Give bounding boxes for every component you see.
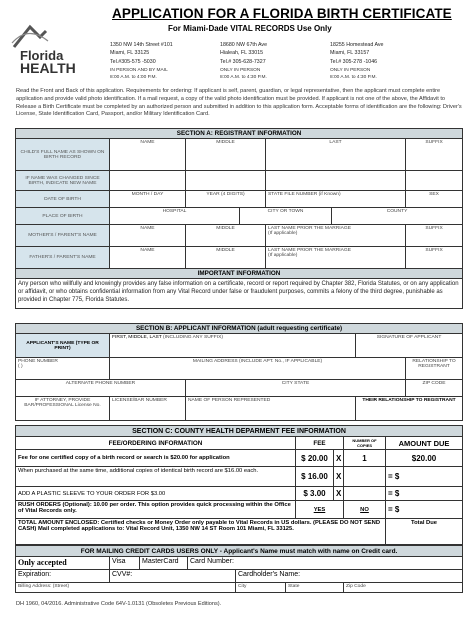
cardholder-name-field[interactable] (236, 570, 463, 583)
relationship-field[interactable] (406, 358, 463, 380)
cvv-field[interactable] (110, 570, 236, 583)
billing-state-field[interactable] (286, 583, 344, 593)
registrant-last-name-field[interactable] (266, 139, 406, 171)
office-city: Miami, FL 33157 (330, 49, 370, 56)
section-c-table (15, 425, 463, 545)
office-address: 18680 NW 67th Ave (220, 42, 268, 48)
fee-row-amount[interactable]: = $ (386, 487, 463, 501)
dob-label: DATE OF BIRTH (16, 191, 110, 208)
col-label: MAILING ADDRESS (INCLUDE APT. No., IF APPLICABLE) (192, 359, 323, 364)
mastercard-option[interactable]: MasterCard (140, 557, 188, 570)
state-file-number-field[interactable] (266, 191, 406, 208)
office-1 (110, 42, 220, 82)
instructions: Read the Front and Back of this application. Requirements for ordering: If applicant is self, parent, guardian, or legal representative, then the applicant must complete entire application and provide valid photo identification. If a mail request, a copy of the valid photo identification must be provided. If applicant is not one of the above, the Affidavit to Release a Birth Certificate must be completed by an authorized person and submitted in addition to this application form. Acceptable forms of identification are the following: Driver's License, State Identification Card, Passport, and/or Military Identification Card. (16, 88, 462, 118)
col-label: NAME (140, 140, 155, 145)
mother-name-label: MOTHER'S / PARENT'S NAME (16, 225, 110, 247)
visa-option[interactable]: Visa (110, 557, 140, 570)
office-3 (330, 42, 440, 82)
cardholder-label: Cardholder's Name: (238, 571, 301, 578)
registrant-middle-name-field[interactable] (186, 139, 266, 171)
billing-city-field[interactable] (236, 583, 286, 593)
changed-middle-field[interactable] (186, 171, 266, 191)
rush-amount[interactable]: = $ (386, 501, 463, 519)
person-represented-field[interactable] (186, 397, 356, 421)
full-name-label: CHILD'S FULL NAME AS SHOWN ON BIRTH RECORD (16, 139, 110, 171)
florida-health-logo (10, 23, 50, 49)
office-phone: Tel.#305-575 -5030 (110, 59, 156, 66)
fee-col-header: FEE (296, 437, 344, 450)
form-footer: DH 1960, 04/2016. Administrative Code 64V-1.0131 (Obsoletes Previous Editions). (16, 601, 222, 607)
city-label: City (238, 584, 247, 589)
col-label: PHONE NUMBER (18, 359, 58, 364)
applicant-name-field[interactable] (110, 334, 356, 358)
city-state-field[interactable] (186, 380, 406, 397)
fee-row-fee: $ 16.00 (296, 467, 334, 487)
col-label: HOSPITAL (162, 209, 187, 214)
fee-row-desc: ADD A PLASTIC SLEEVE TO YOUR ORDER FOR $3.00 (16, 487, 296, 501)
father-name-label: FATHER'S / PARENT'S NAME (16, 247, 110, 269)
section-a-table (15, 128, 463, 309)
dob-year-field[interactable] (186, 191, 266, 208)
office-hours: 8:00 A.M. to 4:30 P.M. (220, 75, 267, 81)
fee-row-copies[interactable] (344, 467, 386, 487)
mother-last-field[interactable] (266, 225, 406, 247)
col-label-note: (If applicable) (268, 231, 298, 236)
applicant-name-label: APPLICANT'S NAME (TYPE OR PRINT) (16, 334, 110, 358)
sex-field[interactable] (406, 191, 463, 208)
registrant-suffix-field[interactable] (406, 139, 463, 171)
col-label: ZIP CODE (422, 381, 446, 386)
mother-first-field[interactable] (110, 225, 186, 247)
billing-street-field[interactable] (16, 583, 236, 593)
col-label: SUFFIX (425, 248, 443, 253)
col-label-note: (INCLUDING ANY SUFFIX) (163, 335, 223, 340)
changed-last-field[interactable] (266, 171, 406, 191)
section-b-header: SECTION B: APPLICANT INFORMATION (adult requesting certificate) (16, 324, 463, 334)
fee-row-copies[interactable] (344, 487, 386, 501)
form-subtitle: For Miami-Dade VITAL RECORDS Use Only (168, 24, 332, 33)
important-text: Any person who willfully and knowingly provides any false information on a certificate, record or report required by Chapter 382, Florida Statutes, or on any application or affidavit, or who obtains confidential information from any Vital Record under false or fraudulent purposes, commits a felony of the third degree, punishable as provided in Chapter 775, Florida Statutes. (16, 279, 463, 309)
fee-row-x: X (334, 487, 344, 501)
col-label: LAST NAME PRIOR THE MARRIAGE (268, 248, 351, 253)
state-label: State (288, 584, 300, 589)
fee-row-fee: $ 20.00 (296, 450, 334, 467)
fee-row-amount[interactable]: = $ (386, 467, 463, 487)
card-number-label: Card Number: (190, 558, 234, 565)
total-due-field[interactable] (386, 519, 463, 545)
logo-text-health: HEALTH (20, 60, 76, 76)
office-city: Miami, FL 33125 (110, 49, 150, 56)
col-label: THEIR RELATIONSHIP TO REGISTRANT (362, 398, 456, 403)
total-due-label: Total Due (411, 520, 437, 526)
office-hours-type: IN PERSON AND BY MAIL (110, 67, 168, 73)
col-label: STATE FILE NUMBER (if Known) (268, 192, 341, 197)
office-hours: 8:00 A.M. to 4:00 P.M. (110, 75, 157, 81)
pob-label: PLACE OF BIRTH (16, 208, 110, 225)
phone-paren: ( ) (18, 364, 23, 369)
dob-month-day-field[interactable] (110, 191, 186, 208)
card-number-field[interactable] (188, 557, 463, 570)
section-b-table (15, 323, 463, 421)
attorney-label: IF ATTORNEY, PROVIDE BAR/PROFESSIONAL License No. (16, 397, 110, 421)
fee-row-fee: $ 3.00 (296, 487, 334, 501)
office-hours-type: ONLY IN PERSON (220, 67, 261, 73)
credit-card-header: FOR MAILING CREDIT CARDS USERS ONLY - Applicant's Name must match with name on Credit card. (16, 546, 463, 557)
only-accepted-label: Only accepted (16, 557, 110, 570)
col-label: NAME (140, 248, 155, 253)
rush-yes-label: YES (313, 506, 326, 513)
changed-first-field[interactable] (110, 171, 186, 191)
col-label: NAME (140, 226, 155, 231)
total-enclosed-text: TOTAL AMOUNT ENCLOSED: Certified checks or Money Order only payable to Vital Records in US dollars. (PLEASE DO NOT SEND CASH) Mail completed applications to: Vital Record Unit, 1350 NW 14 ST Room 101 Miami, FL 33125. (16, 519, 386, 545)
col-label: LAST NAME PRIOR THE MARRIAGE (268, 226, 351, 231)
form-title: APPLICATION FOR A FLORIDA BIRTH CERTIFICATE (112, 6, 452, 21)
col-label: SUFFIX (425, 226, 443, 231)
col-label: ALTERNATE PHONE NUMBER (65, 381, 136, 386)
col-label: COUNTY (386, 209, 408, 214)
amount-due-header: AMOUNT DUE (386, 437, 463, 450)
their-relationship-field[interactable] (356, 397, 463, 421)
col-label: SEX (429, 192, 439, 197)
applicant-signature-field[interactable] (356, 334, 463, 358)
alternate-phone-field[interactable] (16, 380, 186, 397)
col-label: LICENSE/BAR NUMBER (112, 398, 167, 403)
father-middle-field[interactable] (186, 247, 266, 269)
office-phone: Tel.# 305-278 -1046 (330, 59, 378, 66)
expiration-field[interactable] (16, 570, 110, 583)
expiration-label: Expiration: (18, 571, 52, 578)
rush-yes-checkbox[interactable] (296, 501, 344, 519)
office-phone: Tel.# 305-628-7327 (220, 59, 266, 66)
important-header: IMPORTANT INFORMATION (16, 269, 463, 279)
col-label: CITY OR TOWN (267, 209, 304, 214)
zip-label: Zip Code (346, 584, 366, 589)
col-label: MIDDLE (216, 140, 235, 145)
fee-row-desc: Fee for one certified copy of a birth record or search is $20.00 for application (16, 450, 296, 467)
rush-no-label: NO (360, 506, 369, 513)
cvv-label: CVV#: (112, 571, 133, 578)
credit-card-table (15, 545, 463, 593)
office-address: 18255 Homestead Ave (330, 42, 384, 48)
father-last-field[interactable] (266, 247, 406, 269)
mother-middle-field[interactable] (186, 225, 266, 247)
county-field[interactable] (332, 208, 463, 225)
section-c-header: SECTION C: COUNTY HEALTH DEPARMENT FEE INFORMATION (16, 426, 463, 437)
mailing-address-field[interactable] (110, 358, 406, 380)
father-suffix-field[interactable] (406, 247, 463, 269)
applicant-phone-field[interactable] (16, 358, 110, 380)
father-first-field[interactable] (110, 247, 186, 269)
rush-no-checkbox[interactable] (344, 501, 386, 519)
col-label: LAST (329, 140, 342, 145)
col-label: NAME OF PERSON REPRESENTED (188, 398, 271, 403)
col-label: RELATIONSHIP TO REGISTRANT (412, 359, 456, 369)
office-city: Hialeah, FL 33015 (220, 49, 264, 56)
col-label-note: (If applicable) (268, 253, 298, 258)
registrant-first-name-field[interactable] (110, 139, 186, 171)
section-a-header: SECTION A: REGISTRANT INFORMATION (16, 129, 463, 139)
fee-row-x: X (334, 450, 344, 467)
changed-suffix-field[interactable] (406, 171, 463, 191)
fee-row-x: X (334, 467, 344, 487)
col-label: MONTH / DAY (131, 192, 164, 197)
billing-label: Billing Address: (Street) (18, 584, 70, 589)
office-2 (220, 42, 320, 82)
col-label: SUFFIX (425, 140, 443, 145)
zip-code-field[interactable] (406, 380, 463, 397)
fee-info-header: FEE/ORDERING INFORMATION (16, 437, 296, 450)
rush-order-desc: RUSH ORDERS (Optional): 10.00 per order. This option provides quick processing within the Office of Vital Records only. (16, 501, 296, 519)
fee-row-copies[interactable]: 1 (344, 450, 386, 467)
city-town-field[interactable] (240, 208, 332, 225)
col-label: CITY STATE (281, 381, 310, 386)
office-hours: 8:00 A.M. to 4:30 P.M. (330, 75, 377, 81)
fee-row-desc: When purchased at the same time, additional copies of identical birth record are $16.00 each. (16, 467, 296, 487)
col-label: SIGNATURE OF APPLICANT (376, 335, 442, 340)
office-hours-type: ONLY IN PERSON (330, 67, 371, 73)
billing-zip-field[interactable] (344, 583, 463, 593)
office-address: 1350 NW 14th Street #101 (110, 42, 173, 48)
logo-text-florida: Florida (20, 48, 64, 63)
col-label: MIDDLE (216, 226, 235, 231)
hospital-field[interactable] (110, 208, 240, 225)
changed-name-label: IF NAME WAS CHANGED SINCE BIRTH, INDICATE NEW NAME (16, 171, 110, 191)
copies-col-header: NUMBER OF COPIES (344, 437, 386, 450)
col-label: YEAR (4 DIGITS) (206, 192, 245, 197)
license-bar-number-field[interactable] (110, 397, 186, 421)
col-label: MIDDLE (216, 248, 235, 253)
fee-row-amount[interactable]: $20.00 (386, 450, 463, 467)
col-label: FIRST, MIDDLE, LAST (112, 335, 162, 340)
mother-suffix-field[interactable] (406, 225, 463, 247)
